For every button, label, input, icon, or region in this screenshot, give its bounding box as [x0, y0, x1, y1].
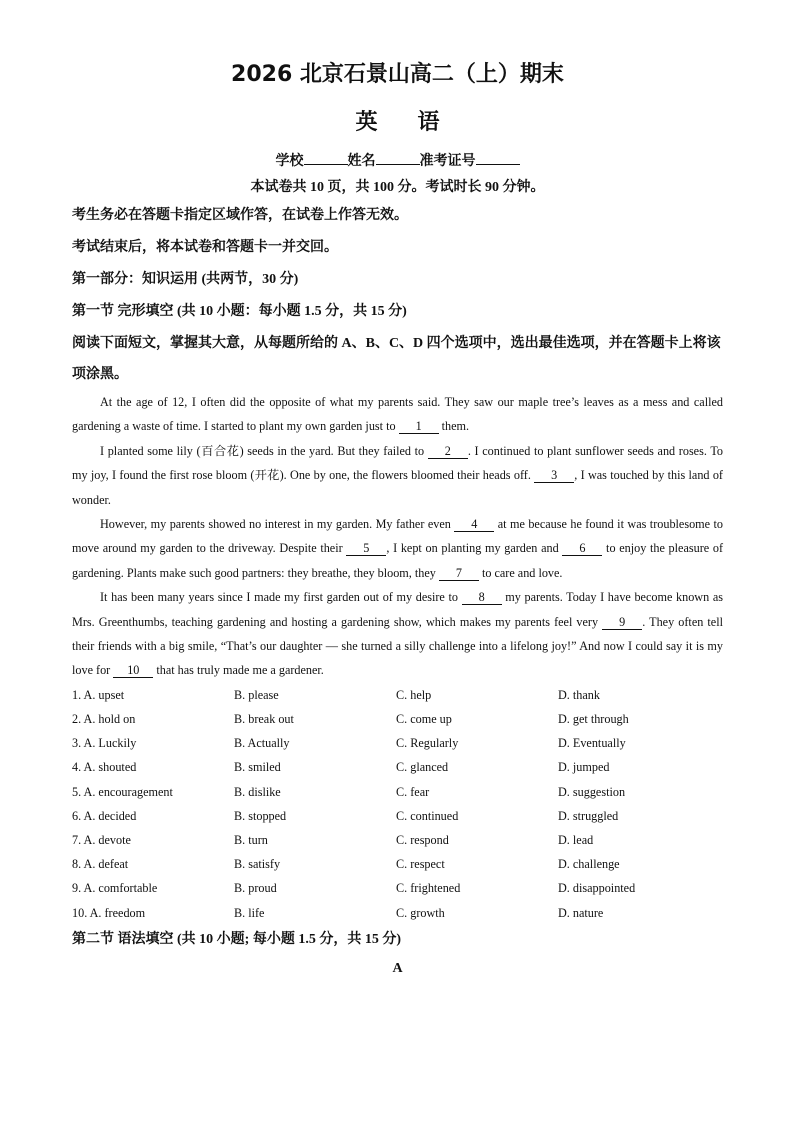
- option-d[interactable]: D. lead: [558, 833, 594, 847]
- option-c[interactable]: C. help: [396, 687, 432, 702]
- option-a[interactable]: 4. A. shouted: [72, 760, 137, 775]
- exam-title: 2026 北京石景山高二（上）期末: [231, 62, 564, 87]
- passage-paragraph-4: It has been many years since I made my first garden out of my desire to 8 my parents. Today I have become known as Mrs. Greenthumbs, teaching gardening and hosting a gardening show, which makes my parents feel very 9 . They often tell their friends with a big smile, “That’s our daughter — she turned a silly challenge into a lifelong joy!” And now I could say it is my love for 10 that has truly made me a gardener.: [72, 590, 723, 678]
- blank-6: 6: [562, 541, 602, 556]
- blank-1: 1: [399, 419, 439, 434]
- option-b[interactable]: B. dislike: [234, 784, 281, 799]
- option-a[interactable]: 7. A. devote: [72, 833, 131, 847]
- notice-2: 考试结束后，将本试卷和答题卡一并交回。: [72, 240, 338, 255]
- passage-paragraph-2: I planted some lily (百合花) seeds in the yard. But they failed to 2 . I continued to plant sunflower seeds and roses. To my joy, I found the first rose bloom (开花). One by one, the flowers bloomed their heads off. 3 , I was touched by this land of wonder.: [72, 443, 724, 507]
- blank-7: 7: [439, 566, 479, 581]
- student-info-line: [72, 150, 723, 170]
- option-d[interactable]: D. suggestion: [558, 784, 626, 799]
- option-row-6: [72, 804, 723, 828]
- option-a[interactable]: 3. A. Luckily: [72, 736, 137, 751]
- option-a[interactable]: 6. A. decided: [72, 808, 137, 823]
- option-a[interactable]: 5. A. encouragement: [72, 784, 173, 799]
- exam-page: [72, 60, 723, 983]
- blank-5: 5: [346, 541, 386, 556]
- blank-8: 8: [462, 590, 502, 605]
- option-row-4: [72, 755, 723, 779]
- blank-4: 4: [454, 517, 494, 532]
- option-row-10: [72, 901, 723, 925]
- blank-2: 2: [428, 444, 468, 459]
- option-c[interactable]: C. Regularly: [396, 736, 459, 751]
- option-row-9: [72, 876, 723, 900]
- option-row-7: [72, 828, 723, 852]
- option-c[interactable]: C. frightened: [396, 881, 461, 896]
- option-row-5: [72, 780, 723, 804]
- school-label: 学校: [275, 154, 304, 169]
- option-row-2: [72, 707, 723, 731]
- option-d[interactable]: D. get through: [558, 712, 629, 727]
- section2-title: 第二节 语法填空 (共 10 小题; 每小题 1.5 分，共 15 分): [72, 931, 401, 947]
- option-a[interactable]: 1. A. upset: [72, 687, 125, 702]
- option-d[interactable]: D. challenge: [558, 857, 620, 872]
- option-b[interactable]: B. satisfy: [234, 857, 281, 872]
- option-c[interactable]: C. respond: [396, 833, 449, 847]
- option-a[interactable]: 9. A. comfortable: [72, 881, 158, 896]
- blank-10: 10: [113, 663, 153, 678]
- id-blank[interactable]: [476, 150, 520, 165]
- option-d[interactable]: D. thank: [558, 687, 600, 702]
- option-b[interactable]: B. life: [234, 905, 265, 920]
- option-d[interactable]: D. nature: [558, 905, 604, 920]
- exam-info: 本试卷共 10 页，共 100 分。考试时长 90 分钟。: [250, 180, 545, 195]
- option-c[interactable]: C. continued: [396, 808, 459, 823]
- part1-title: 第一部分：知识运用 (共两节，30 分): [72, 272, 299, 287]
- name-blank[interactable]: [376, 150, 420, 165]
- blank-3: 3: [534, 468, 574, 483]
- option-d[interactable]: D. disappointed: [558, 881, 636, 896]
- option-row-3: [72, 731, 723, 755]
- option-b[interactable]: B. break out: [234, 712, 294, 727]
- option-row-8: [72, 852, 723, 876]
- passage-paragraph-1: At the age of 12, I often did the opposite of what my parents said. They saw our maple tree’s leaves as a mess and called gardening a waste of time. I started to plant my own garden just to 1 them.: [72, 395, 723, 434]
- passage-paragraph-3: However, my parents showed no interest in my garden. My father even 4 at me because he found it was troublesome to move around my garden to the driveway. Despite their 5 , I kept on planting my garden and 6 to enjoy the pleasure of gardening. Plants make such good partners: they breathe, they bloom, they 7 to care and love.: [72, 517, 723, 580]
- subject-title: 英语: [355, 109, 480, 134]
- option-a[interactable]: 10. A. freedom: [72, 905, 146, 920]
- option-c[interactable]: C. growth: [396, 905, 445, 920]
- id-label: 准考证号: [419, 154, 476, 169]
- school-blank[interactable]: [304, 150, 348, 165]
- option-a[interactable]: 2. A. hold on: [72, 712, 136, 727]
- option-b[interactable]: B. please: [234, 687, 279, 702]
- option-b[interactable]: B. Actually: [234, 736, 290, 751]
- option-c[interactable]: C. fear: [396, 784, 430, 799]
- option-d[interactable]: D. Eventually: [558, 736, 626, 751]
- option-c[interactable]: C. glanced: [396, 760, 449, 775]
- option-d[interactable]: D. jumped: [558, 760, 610, 775]
- options-table: [72, 683, 723, 925]
- option-b[interactable]: B. turn: [234, 833, 268, 847]
- option-b[interactable]: B. smiled: [234, 760, 281, 775]
- option-row-1: [72, 683, 723, 707]
- option-c[interactable]: C. respect: [396, 857, 445, 872]
- option-a[interactable]: 8. A. defeat: [72, 857, 129, 872]
- option-b[interactable]: B. stopped: [234, 808, 287, 823]
- section1-title: 第一节 完形填空 (共 10 小题：每小题 1.5 分，共 15 分): [72, 304, 407, 319]
- part-label: A: [392, 960, 403, 976]
- instructions: 阅读下面短文，掌握其大意，从每题所给的 A、B、C、D 四个选项中，选出最佳选项，并在答题卡上将该项涂黑。: [72, 336, 721, 382]
- option-b[interactable]: B. proud: [234, 881, 277, 896]
- option-d[interactable]: D. struggled: [558, 808, 619, 823]
- notice-1: 考生务必在答题卡指定区域作答，在试卷上作答无效。: [72, 208, 408, 223]
- blank-9: 9: [602, 615, 642, 630]
- name-label: 姓名: [347, 154, 376, 169]
- option-c[interactable]: C. come up: [396, 712, 452, 727]
